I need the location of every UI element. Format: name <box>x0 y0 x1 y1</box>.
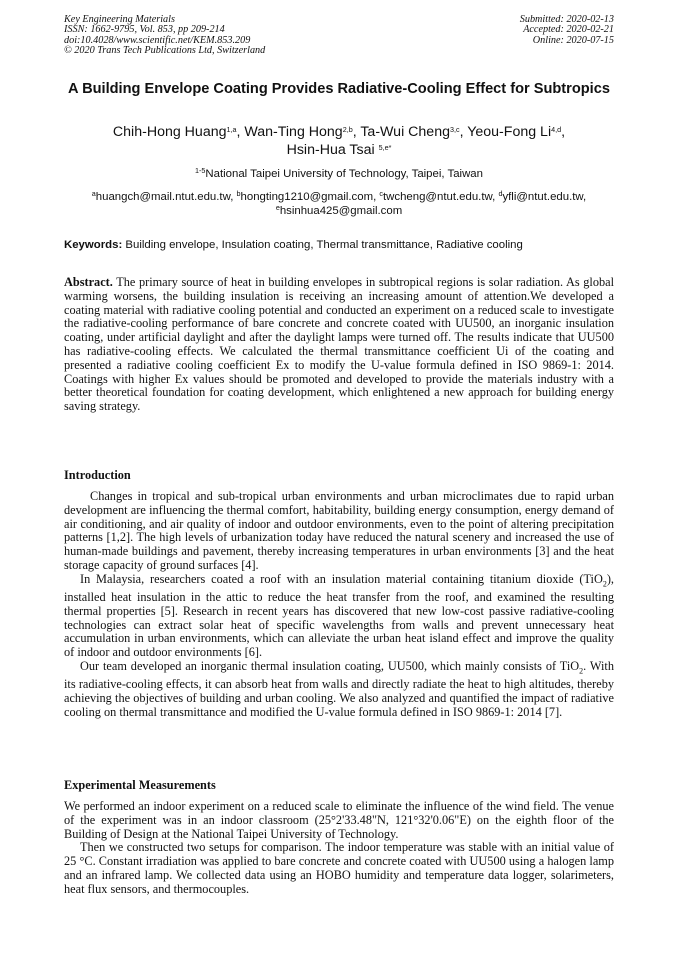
paragraph-text: ), installed heat insulation in the attic to reduce the heat transfer from the roof, and examined the resulting thermal properties [5]. Research in recent years has discovered that new low-cost passive radiative-cooling technologies can extract solar heat of specific wavelengths from walls and prevent unnecessary heat accumulation in urban environments, which can alleviate the urban heat island effect and improve the quality of indoor and outdoor environments [6]. <box>64 571 614 660</box>
keywords-text: Building envelope, Insulation coating, Thermal transmittance, Radiative cooling <box>125 239 523 251</box>
subscript: 2 <box>579 666 584 676</box>
paper-title: A Building Envelope Coating Provides Radiative-Cooling Effect for Subtropics <box>68 81 610 97</box>
email-superscript: e <box>275 203 280 213</box>
author-superscript: 4,d <box>551 125 562 135</box>
email-address[interactable]: twcheng@ntut.edu.tw <box>383 191 493 203</box>
accepted-date: Accepted: 2020-02-21 <box>523 24 614 36</box>
online-date: Online: 2020-07-15 <box>532 34 614 46</box>
paragraph: Changes in tropical and sub-tropical urban environments and urban microclimates due to rapid urban development are influencing the thermal comfort, habitability, building energy consumption, energy demand of air conditioning, and air quality of indoor and outdoor environments, even to the point of altering precipitation patterns [1,2]. The high levels of urbanization today have reduced the natural scenery and increased the use of human-made buildings and pavement, thereby increasing temperatures in urban environments [3] and the heat storage capacity of ground surfaces [4]. <box>64 489 614 572</box>
publication-dates <box>520 15 614 46</box>
journal-name: Key Engineering Materials <box>64 14 175 25</box>
affiliation-text: National Taipei University of Technology, Taipei, Taiwan <box>205 168 483 180</box>
paragraph: Then we constructed two setups for comparison. The indoor temperature was stable with an initial value of 25 °C. Constant irradiation was applied to bare concrete and concrete coated with UU500 using a halogen lamp and an infrared lamp. We collected data using an HOBO humidity and temperature data logger, solarimeters, heat flux sensors, and thermocouples. <box>64 840 614 896</box>
section-heading-introduction: Introduction <box>64 468 131 482</box>
doi: doi:10.4028/www.scientific.net/KEM.853.209 <box>64 34 251 46</box>
email-superscript: d <box>498 189 503 199</box>
affiliation <box>64 167 614 181</box>
email-superscript: a <box>91 189 96 199</box>
email-address[interactable]: huangch@mail.ntut.edu.tw <box>95 191 231 203</box>
author-name: Hsin-Hua Tsai <box>286 142 375 158</box>
paragraph-text: . With its radiative-cooling effects, it can absorb heat from walls and directly radiate the heat to high altitudes, thereby achieving the objectives of building and urban cooling. We also analyzed and quantified the impact of radiative cooling on thermal transmittance and modified the U-value formula defined in ISO 9869-1: 2014 [7]. <box>64 659 614 719</box>
paragraph <box>64 660 614 720</box>
section-heading-experimental: Experimental Measurements <box>64 778 216 792</box>
paragraph <box>64 573 614 660</box>
author-name: Yeou-Fong Li <box>467 124 552 140</box>
author-superscript: 3,c <box>449 125 460 135</box>
abstract <box>64 276 614 414</box>
journal-info <box>64 15 265 57</box>
experimental-body <box>64 800 614 897</box>
email-address[interactable]: hongting1210@gmail.com <box>240 191 374 203</box>
keywords <box>64 238 614 252</box>
issn: ISSN: 1662-9795, Vol. 853, pp 209-214 <box>64 24 225 36</box>
author-superscript: 2,b <box>342 125 353 135</box>
paragraph-text: In Malaysia, researchers coated a roof with an insulation material containing titanium dioxide (TiO <box>80 571 603 586</box>
author-name: Chih-Hong Huang <box>112 124 227 140</box>
subscript: 2 <box>602 579 607 589</box>
paragraph-text: Our team developed an inorganic thermal insulation coating, UU500, which mainly consists of TiO <box>80 659 580 674</box>
abstract-text: The primary source of heat in building envelopes in subtropical regions is solar radiation. As global warming worsens, the building insulation is receiving an increasing amount of attention.We developed a coating material with radiative cooling potential and conducted an experiment on a reduced scale to investigate the radiative-cooling performance of bare concrete and concrete coated with UU500, an inorganic insulation coating, under artificial daylight and after the daylight lamps were turned off. The results indicate that UU500 has radiative-cooling effects. We calculated the thermal transmittance coefficient Ui of the coating and presented a radiative cooling coefficient Ex to modify the U-value formula defined in ISO 9869-1: 2014. Coatings with higher Ex values should be promoted and developed to provide the materials industry with a better theoretical foundation for coating development, which enlightened a new approach for building energy saving strategy. <box>64 275 614 414</box>
submitted-date: Submitted: 2020-02-13 <box>519 14 614 25</box>
keywords-label: Keywords: <box>64 239 123 251</box>
introduction-body <box>64 490 614 720</box>
paragraph: We performed an indoor experiment on a reduced scale to eliminate the influence of the wind field. The venue of the experiment was in an indoor classroom (25°2'33.48"N, 121°32'0.06"E) on the eighth floor of the Building of Design at the National Taipei University of Technology. <box>64 799 614 841</box>
email-address[interactable]: yfli@ntut.edu.tw <box>502 191 584 203</box>
email-list: $^a$huangch@mail.ntut.edu.tw, $^b$hongting1210@gmail.com, $^c$twcheng@ntut.edu.tw, $^d$yfli@ntut.edu.tw, $^e$hsinhua425@gmail.com <box>91 189 587 217</box>
affiliation-superscript: 1-5 <box>195 166 206 176</box>
email-address[interactable]: hsinhua425@gmail.com <box>279 205 403 217</box>
author-superscript: 5,e* <box>378 143 392 153</box>
author-name: Ta-Wui Cheng <box>360 124 450 140</box>
email-superscript: b <box>236 189 241 199</box>
author-superscript: 1,a <box>226 125 237 135</box>
author-name: Wan-Ting Hong <box>244 124 343 140</box>
author-list: Chih-Hong Huang$^{1,a}$, Wan-Ting Hong$^{2,b}$, Ta-Wui Cheng$^{3,c}$, Yeou-Fong Li$^{4,d}$, Hsin-Hua Tsai $^{5,e*}$ <box>112 124 566 158</box>
copyright: © 2020 Trans Tech Publications Ltd, Switzerland <box>64 45 266 57</box>
abstract-label: Abstract. <box>64 275 113 289</box>
email-superscript: c <box>379 189 383 199</box>
